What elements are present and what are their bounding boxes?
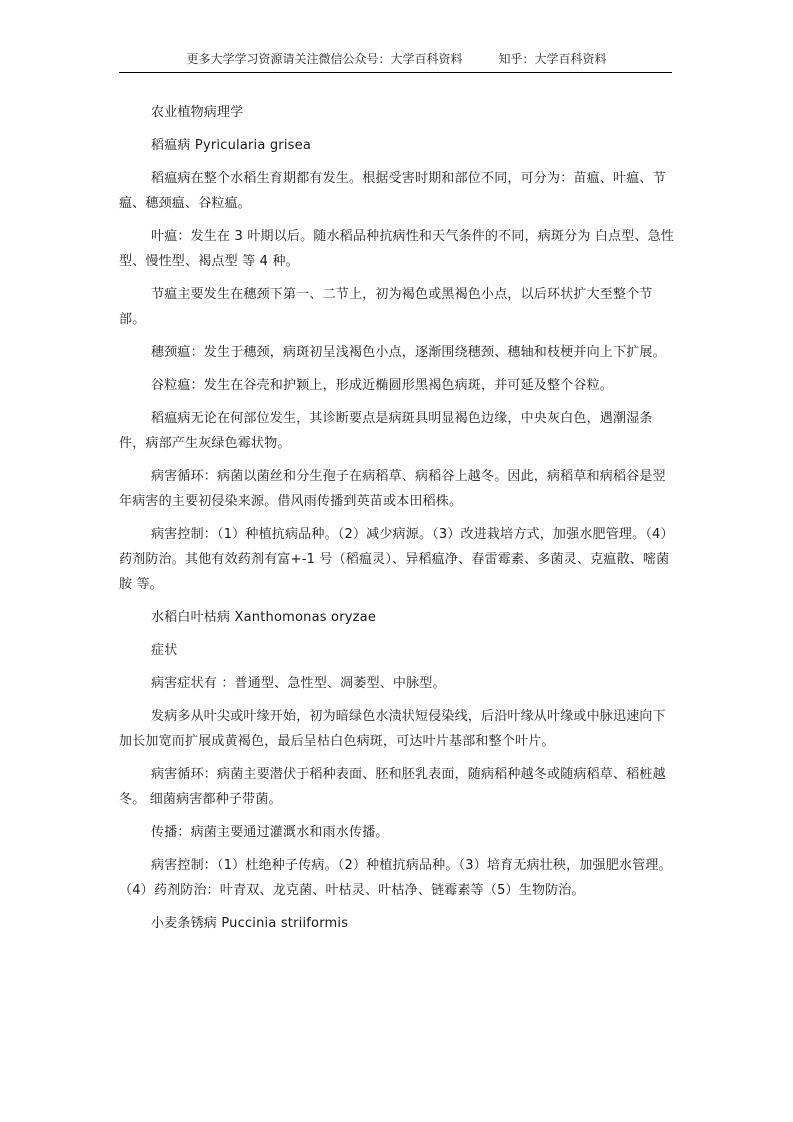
subsection-heading-symptoms: 症状 bbox=[151, 643, 178, 658]
document-body bbox=[119, 100, 675, 944]
header-wechat-notice: 更多大学学习资源请关注微信公众号：大学百科资料 bbox=[186, 52, 463, 66]
paragraph: 病害症状有 ：普通型、急性型、凋萎型、中脉型。 bbox=[151, 676, 446, 691]
paragraph: 穗颈瘟：发生于穗颈，病斑初呈浅褐色小点，逐渐围绕穗颈、穗轴和枝梗并向上下扩展。 bbox=[151, 345, 666, 360]
header-divider bbox=[119, 72, 672, 73]
paragraph: 稻瘟病无论在何部位发生，其诊断要点是病斑具明显褐色边缘，中央灰白色，遇潮湿条件，病部产生灰绿色霉状物。 bbox=[119, 411, 653, 451]
paragraph: 传播：病菌主要通过灌溉水和雨水传播。 bbox=[151, 825, 389, 840]
section-heading-rice-blast: 稻瘟病 Pyricularia grisea bbox=[151, 138, 311, 153]
page-header bbox=[0, 50, 793, 67]
paragraph: 病害控制：（1）种植抗病品种。（2）减少病源。（3）改进栽培方式，加强水肥管理。（4）药剂防治。其他有效药剂有富+-1 号（稻瘟灵）、异稻瘟净、春雷霉素、多菌灵、克瘟散、嘧菌胺 等。 bbox=[119, 527, 674, 592]
paragraph: 节瘟主要发生在穗颈下第一、二节上，初为褐色或黑褐色小点，以后环状扩大至整个节部。 bbox=[119, 287, 653, 327]
paragraph: 谷粒瘟：发生在谷壳和护颖上，形成近椭圆形黑褐色病斑，并可延及整个谷粒。 bbox=[151, 378, 614, 393]
paragraph: 叶瘟：发生在 3 叶期以后。随水稻品种抗病性和天气条件的不同，病斑分为 白点型、急性型、慢性型、褐点型 等 4 种。 bbox=[119, 229, 675, 269]
paragraph: 病害循环：病菌以菌丝和分生孢子在病稻草、病稻谷上越冬。因此，病稻草和病稻谷是翌年病害的主要初侵染来源。借风雨传播到英苗或本田稻株。 bbox=[119, 469, 666, 509]
document-title: 农业植物病理学 bbox=[151, 105, 244, 120]
paragraph: 发病多从叶尖或叶缘开始，初为暗绿色水渍状短侵染线，后沿叶缘从叶缘或中脉迅速向下加长加宽而扩展成黄褐色，最后呈枯白色病斑，可达叶片基部和整个叶片。 bbox=[119, 709, 666, 749]
section-heading-bacterial-blight: 水稻白叶枯病 Xanthomonas oryzae bbox=[151, 610, 377, 625]
paragraph: 病害控制：（1）杜绝种子传病。（2）种植抗病品种。（3）培育无病壮秧，加强肥水管理。（4）药剂防治：叶青双、龙克菌、叶枯灵、叶枯净、链霉素等（5）生物防治。 bbox=[119, 858, 672, 898]
section-heading-wheat-stripe-rust: 小麦条锈病 Puccinia striiformis bbox=[151, 916, 349, 931]
header-zhihu-notice: 知乎：大学百科资料 bbox=[498, 52, 607, 66]
paragraph: 病害循环：病菌主要潜伏于稻种表面、胚和胚乳表面，随病稻种越冬或随病稻草、稻桩越冬。 细菌病害都种子带菌。 bbox=[119, 767, 666, 807]
paragraph: 稻瘟病在整个水稻生育期都有发生。根据受害时期和部位不同，可分为：苗瘟、叶瘟、节瘟、穗颈瘟、谷粒瘟。 bbox=[119, 171, 666, 211]
